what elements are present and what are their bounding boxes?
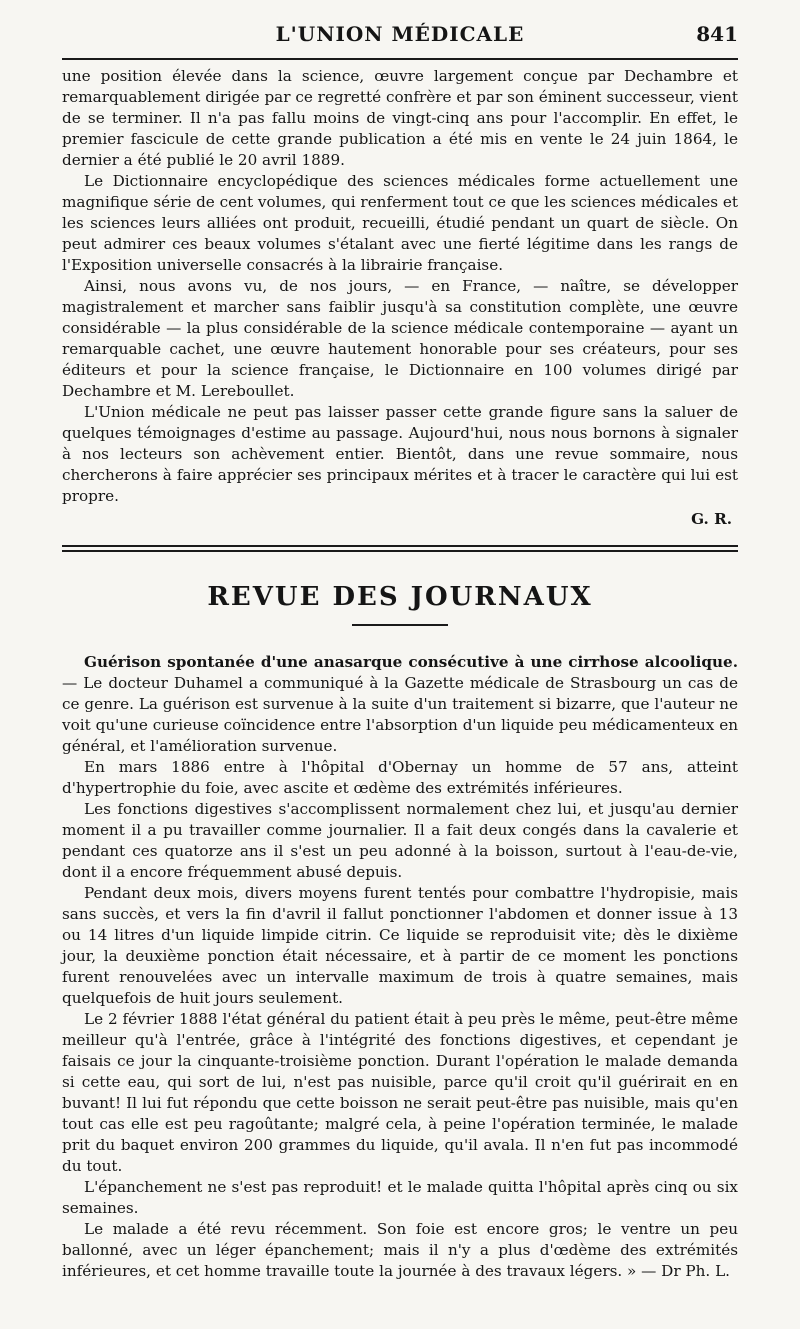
paragraph: Le malade a été revu récemment. Son foie est encore gros; le ventre un peu ballonné, avec un léger épanchement; mais il n'y a plus d'œdème des extrémités inférieures, et cet homme travaille toute la journée à des travaux légers. » — Dr Ph. L. <box>62 1220 738 1280</box>
section-title-underline <box>352 624 448 626</box>
article-signature: G. R. <box>691 510 732 528</box>
section-title: REVUE DES JOURNAUX <box>207 582 593 612</box>
header-rule <box>62 58 738 60</box>
section-divider-bottom <box>62 550 738 552</box>
running-title: L'UNION MÉDICALE <box>275 22 525 46</box>
paragraph: une position élevée dans la science, œuvre largement conçue par Dechambre et remarquablement dirigée par ce regretté confrère et par son éminent successeur, vient de se terminer. Il n'a pas fallu moins de vingt-cinq ans pour l'accomplir. En effet, le premier fascicule de cette grande publication a été mis en vente le 24 juin 1864, le dernier a été publié le 20 avril 1889. <box>62 67 738 169</box>
paragraph: L'épanchement ne s'est pas reproduit! et le malade quitta l'hôpital après cinq ou six semaines. <box>62 1178 738 1217</box>
article-lead <box>62 652 738 757</box>
paragraph: Le Dictionnaire encyclopédique des sciences médicales forme actuellement une magnifique série de cent volumes, qui renferment tout ce que les sciences médicales et les sciences leurs alliées ont produit, recueilli, étudié pendant un quart de siècle. On peut admirer ces beaux volumes s'étalant avec une fierté légitime dans les rangs de l'Exposition universelle consacrés à la librairie française. <box>62 172 738 274</box>
paragraph: Ainsi, nous avons vu, de nos jours, — en France, — naître, se développer magistralement et marcher sans faiblir jusqu'à sa constitution complète, une œuvre considérable — la plus considérable de la science médicale contemporaine — ayant un remarquable cachet, une œuvre hautement honorable pour ses créateurs, pour ses éditeurs et pour la science française, le Dictionnaire en 100 volumes dirigé par Dechambre et M. Lereboullet. <box>62 277 738 400</box>
paragraph: Les fonctions digestives s'accomplissent normalement chez lui, et jusqu'au dernier moment il a pu travailler comme journalier. Il a fait deux congés dans la cavalerie et pendant ces quatorze ans il s'est un peu adonné à la boisson, surtout à l'eau-de-vie, dont il a encore fréquemment abusé depuis. <box>62 800 738 881</box>
article-title: Guérison spontanée d'une anasarque consécutive à une cirrhose alcoolique. <box>84 653 738 671</box>
paragraph: — Le docteur Duhamel a communiqué à la Gazette médicale de Strasbourg un cas de ce genre. La guérison est survenue à la suite d'un traitement si bizarre, que l'auteur ne voit qu'une curieuse coïncidence entre l'absorption d'un liquide peu médicamenteux en général, et l'amélioration survenue. <box>62 674 738 755</box>
paragraph: Le 2 février 1888 l'état général du patient était à peu près le même, peut-être même meilleur qu'à l'entrée, grâce à l'intégrité des fonctions digestives, et cependant je faisais ce jour la cinquante-troisième ponction. Durant l'opération le malade demanda si cette eau, qui sort de lui, n'est pas nuisible, parce qu'il croit qu'il guérirait en en buvant! Il lui fut répondu que cette boisson ne serait peut-être pas nuisible, mais qu'en tout cas elle est peu ragoûtante; malgré cela, à peine l'opération terminée, le malade prit du baquet environ 200 grammes du liquide, qu'il avala. Il n'en fut pas incommodé du tout. <box>62 1010 738 1175</box>
page-number: 841 <box>696 22 738 46</box>
first-article <box>62 66 738 530</box>
second-article <box>62 652 738 1282</box>
section-divider-top <box>62 545 738 547</box>
paragraph: Pendant deux mois, divers moyens furent tentés pour combattre l'hydropisie, mais sans succès, et vers la fin d'avril il fallut ponctionner l'abdomen et donner issue à 13 ou 14 litres d'un liquide limpide citrin. Ce liquide se reproduisit vite; dès le dixième jour, la deuxième ponction était nécessaire, et à partir de ce moment les ponctions furent renouvelées avec un intervalle maximum de trois à quatre semaines, mais quelquefois de huit jours seulement. <box>62 884 738 1007</box>
paragraph: L'Union médicale ne peut pas laisser passer cette grande figure sans la saluer de quelques témoignages d'estime au passage. Aujourd'hui, nous nous bornons à signaler à nos lecteurs son achèvement entier. Bientôt, dans une revue sommaire, nous chercherons à faire apprécier ses principaux mérites et à tracer le caractère qui lui est propre. <box>62 403 738 505</box>
page-header <box>62 16 738 56</box>
paragraph: En mars 1886 entre à l'hôpital d'Obernay un homme de 57 ans, atteint d'hypertrophie du foie, avec ascite et œdème des extrémités inférieures. <box>62 758 738 797</box>
